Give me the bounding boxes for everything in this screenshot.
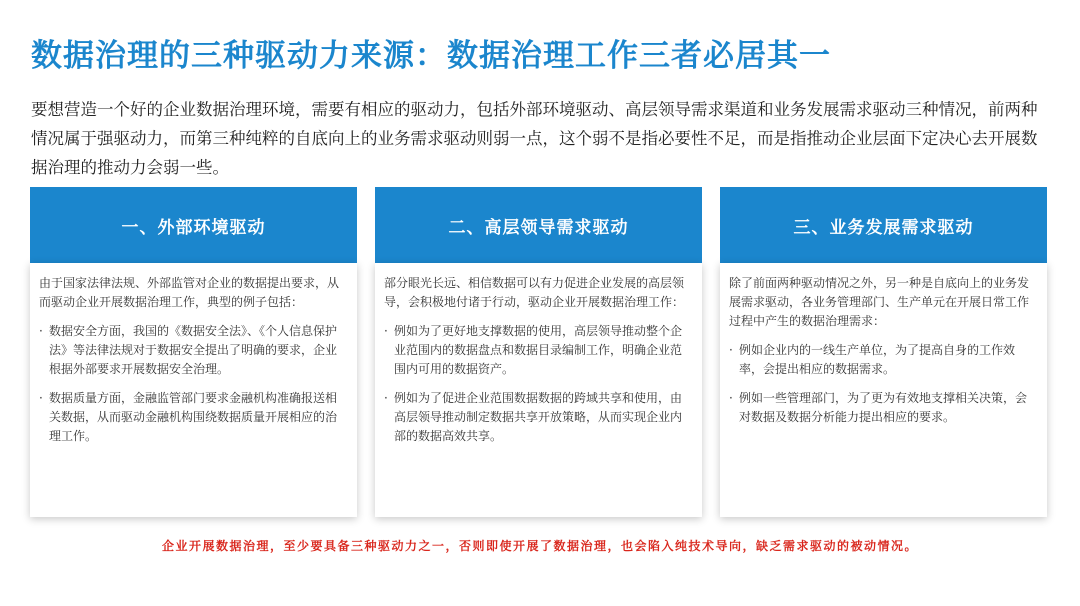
card-bullet-text: 例如为了促进企业范围数据数据的跨域共享和使用，由高层领导推动制定数据共享开放策略，从而实现企业内部的数据高效共享。: [394, 391, 683, 443]
card-bullet-text: 数据安全方面，我国的《数据安全法》、《个人信息保护法》等法律法规对于数据安全提出了明确的要求，企业根据外部要求开展数据安全治理。: [49, 324, 338, 376]
intro-paragraph: 要想营造一个好的企业数据治理环境，需要有相应的驱动力，包括外部环境驱动、高层领导需求渠道和业务发展需求驱动三种情况，前两种情况属于强驱动力，而第三种纯粹的自底向上的业务需求驱动则弱一点，这个弱不是指必要性不足，而是指推动企业层面下定决心去开展数据治理的推动力会弱一些。: [31, 100, 1038, 177]
card-bullet-text: 数据质量方面，金融监管部门要求金融机构准确报送相关数据，从而驱动金融机构围绕数据质量开展相应的治理工作。: [49, 391, 338, 443]
card-bullet: · 例如企业内的一线生产单位，为了提高自身的工作效率，会提出相应的数据需求。: [729, 343, 1016, 376]
card-title: 二、高层领导需求驱动: [448, 217, 629, 238]
card-leadership-drive: [375, 187, 702, 517]
card-business-drive: [720, 187, 1047, 517]
card-bullet-text: 例如企业内的一线生产单位，为了提高自身的工作效率，会提出相应的数据需求。: [739, 343, 1016, 376]
card-header: [720, 187, 1047, 263]
footer-note: 企业开展数据治理，至少要具备三种驱动力之一，否则即使开展了数据治理，也会陷入纯技术导向，缺乏需求驱动的被动情况。: [161, 539, 918, 553]
card-lead-text: 除了前面两种驱动情况之外，另一种是自底向上的业务发展需求驱动，各业务管理部门、生产单元在开展日常工作过程中产生的数据治理需求：: [729, 276, 1030, 328]
card-body: [375, 263, 702, 517]
card-bullet-text: 例如为了更好地支撑数据的使用，高层领导推动整个企业范围内的数据盘点和数据目录编制工作，明确企业范围内可用的数据资产。: [394, 324, 683, 376]
card-lead-text: 由于国家法律法规、外部监管对企业的数据提出要求，从而驱动企业开展数据治理工作，典型的例子包括：: [39, 276, 340, 309]
card-header: [30, 187, 357, 263]
card-body: [30, 263, 357, 517]
card-title: 三、业务发展需求驱动: [793, 217, 974, 238]
page-title: 数据治理的三种驱动力来源：数据治理工作三者必居其一: [31, 38, 831, 74]
card-header: [375, 187, 702, 263]
card-bullet: · 数据安全方面，我国的《数据安全法》、《个人信息保护法》等法律法规对于数据安全提出了明确的要求，企业根据外部要求开展数据安全治理。: [39, 324, 338, 376]
card-body: [720, 263, 1047, 517]
card-bullet: · 例如为了更好地支撑数据的使用，高层领导推动整个企业范围内的数据盘点和数据目录编制工作，明确企业范围内可用的数据资产。: [384, 324, 683, 376]
card-bullet: · 例如为了促进企业范围数据数据的跨域共享和使用，由高层领导推动制定数据共享开放策略，从而实现企业内部的数据高效共享。: [384, 391, 683, 443]
card-lead-text: 部分眼光长远、相信数据可以有力促进企业发展的高层领导，会积极地付诸于行动，驱动企业开展数据治理工作：: [384, 276, 685, 309]
card-external-drive: [30, 187, 357, 517]
card-bullet-text: 例如一些管理部门，为了更为有效地支撑相关决策，会对数据及数据分析能力提出相应的要求。: [739, 391, 1028, 424]
card-bullet: · 例如一些管理部门，为了更为有效地支撑相关决策，会对数据及数据分析能力提出相应的要求。: [729, 391, 1028, 424]
card-title: 一、外部环境驱动: [121, 217, 266, 238]
card-bullet: · 数据质量方面，金融监管部门要求金融机构准确报送相关数据，从而驱动金融机构围绕数据质量开展相应的治理工作。: [39, 391, 338, 443]
